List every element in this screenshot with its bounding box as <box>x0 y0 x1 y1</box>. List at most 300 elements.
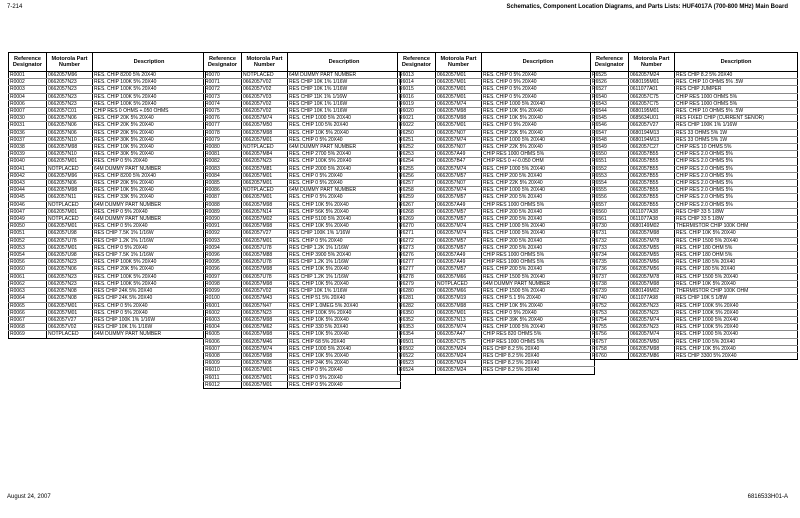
ref-designator-cell: R0007 <box>9 108 47 115</box>
ref-designator-cell: R6008 <box>204 352 242 359</box>
table-row <box>204 302 401 309</box>
description-cell: RES. CHIP 56K 5% 20X40 <box>288 208 401 215</box>
ref-designator-cell: R6273 <box>398 244 436 251</box>
part-number-cell: 0662057V03 <box>242 93 288 100</box>
table-row <box>398 86 595 93</box>
description-cell: RES. CHIP 0 5% 20X40 <box>288 237 401 244</box>
ref-designator-cell: R6740 <box>591 295 629 302</box>
part-number-cell: 0662057C27 <box>629 144 675 151</box>
table-row <box>204 208 401 215</box>
table-row <box>398 273 595 280</box>
description-cell: RES. CHIP 100 5% 20X40 <box>675 338 798 345</box>
table-row <box>204 338 401 345</box>
description-cell: RES CHIP 10K 1% 1/16W <box>288 86 401 93</box>
ref-designator-cell: R6276 <box>398 252 436 259</box>
ref-designator-cell: R0045 <box>9 194 47 201</box>
part-number-cell: 0662057N23 <box>47 93 93 100</box>
description-cell: RES CHIP 24K 5% 20X40 <box>93 295 206 302</box>
part-number-cell: 0680195M01 <box>629 108 675 115</box>
ref-designator-cell: R0042 <box>9 172 47 179</box>
part-number-cell: 0662057A49 <box>436 252 482 259</box>
description-cell: CHIP RES 1000 OHMS 5% <box>482 151 595 158</box>
ref-designator-cell: R6561 <box>591 216 629 223</box>
table-row <box>204 216 401 223</box>
ref-designator-cell: R0081 <box>204 151 242 158</box>
part-number-cell: 0662057B55 <box>629 187 675 194</box>
table-row <box>204 237 401 244</box>
ref-designator-cell: R0085 <box>204 180 242 187</box>
part-number-cell: 0662057N23 <box>629 324 675 331</box>
table-row <box>398 309 595 316</box>
table-row <box>591 165 798 172</box>
description-cell: RES. CHIP 10K 5% 20X40 <box>288 316 401 323</box>
ref-designator-cell: R0095 <box>204 259 242 266</box>
description-cell: RES CHIP 1.2K 1% 1/16W <box>288 259 401 266</box>
ref-designator-cell: R6257 <box>398 180 436 187</box>
ref-designator-cell: R0036 <box>9 129 47 136</box>
description-cell: 64M DUMMY PART NUMBER <box>93 165 206 172</box>
part-number-cell: 0662057M74 <box>436 165 482 172</box>
table-row <box>9 158 206 165</box>
table-row <box>591 108 798 115</box>
description-cell: RES. CHIP 0 5% 20X40 <box>93 223 206 230</box>
part-number-cell: 0662057N23 <box>47 100 93 107</box>
description-cell: CHIP RES 1000 OHMS 5% <box>482 252 595 259</box>
ref-designator-cell: R6730 <box>591 223 629 230</box>
table-row <box>9 237 206 244</box>
part-number-cell: 0662057U98 <box>47 252 93 259</box>
table-row <box>204 273 401 280</box>
table-row <box>204 144 401 151</box>
ref-designator-cell: R6021 <box>398 115 436 122</box>
ref-designator-cell: R6753 <box>591 309 629 316</box>
part-number-cell: 0680194M13 <box>629 129 675 136</box>
ref-designator-cell: R0065 <box>9 302 47 309</box>
ref-designator-cell: R0094 <box>204 244 242 251</box>
table-row <box>591 79 798 86</box>
column-header-part-number: Motorola Part Number <box>242 53 288 72</box>
table-row <box>398 100 595 107</box>
part-number-cell: 0662057N07 <box>436 129 482 136</box>
ref-designator-cell: R6280 <box>398 288 436 295</box>
part-number-cell: 0662057M57 <box>436 194 482 201</box>
part-number-cell: 0662057M98 <box>242 201 288 208</box>
ref-designator-cell: R0037 <box>9 136 47 143</box>
ref-designator-cell: R6271 <box>398 230 436 237</box>
description-cell: 64M DUMMY PART NUMBER <box>93 201 206 208</box>
table-row <box>398 367 595 374</box>
description-cell: RES. CHIP 100K 5% 20X40 <box>93 280 206 287</box>
part-number-cell: 0662057N14 <box>242 208 288 215</box>
description-cell: RES. CHIP 10K 5% 20X40 <box>288 352 401 359</box>
table-row <box>9 172 206 179</box>
table-row <box>591 295 798 302</box>
description-cell: RES. CHIP 180 OHM 5% <box>675 244 798 251</box>
description-cell: RES CHIP 7.5K 1% 1/16W <box>93 252 206 259</box>
part-number-cell: 0662057B55 <box>629 165 675 172</box>
table-row <box>398 230 595 237</box>
part-number-cell: 0662057N13 <box>436 316 482 323</box>
ref-designator-cell: R0064 <box>9 295 47 302</box>
description-cell: RES. CHIP 200 5% 20X40 <box>482 194 595 201</box>
description-cell: RES. CHIP 1500 5% 20X40 <box>675 273 798 280</box>
description-cell: RES. CHIP 0 5% 20X40 <box>482 122 595 129</box>
description-cell: RES. CHIP 10K 5% 20X40 <box>675 345 798 352</box>
part-number-cell: 0662057M01 <box>242 374 288 381</box>
description-cell: RES. CHIP 20K 5% 20X40 <box>93 122 206 129</box>
page-title: Schematics, Component Location Diagrams, and Parts Lists: HUF4017A (700-800 MHz) Main Board <box>506 4 788 10</box>
part-number-cell: 0662057N08 <box>47 288 93 295</box>
part-number-cell: 0662057M01 <box>436 93 482 100</box>
description-cell: RES. CHIP 0 5% 20X40 <box>482 72 595 79</box>
ref-designator-cell: R6281 <box>398 295 436 302</box>
table-row <box>398 129 595 136</box>
description-cell: RES. CHIP 0 5% 20X40 <box>93 158 206 165</box>
ref-designator-cell: R6547 <box>591 129 629 136</box>
part-number-cell: 0662057N23 <box>47 273 93 280</box>
part-number-cell: NOTPLACED <box>242 144 288 151</box>
description-cell: RES 33 OHMS 5% 1W <box>675 136 798 143</box>
description-cell: RES CHIP 10K 5 1/8W <box>675 295 798 302</box>
part-number-cell: 0662057M81 <box>242 165 288 172</box>
part-number-cell: 0662057B55 <box>629 151 675 158</box>
table-row <box>398 151 595 158</box>
part-number-cell: 0662057M50 <box>242 122 288 129</box>
part-number-cell: 0662057M96 <box>47 72 93 79</box>
table-row <box>398 288 595 295</box>
description-cell: RES. CHIP 10K 5% 20X40 <box>675 230 798 237</box>
table-row <box>9 151 206 158</box>
table-row <box>204 187 401 194</box>
description-cell: RES. CHIP 0 5% 20X40 <box>288 136 401 143</box>
table-row <box>398 360 595 367</box>
ref-designator-cell: R6007 <box>204 345 242 352</box>
part-number-cell: 0662057M24 <box>436 360 482 367</box>
part-number-cell: 0662057M01 <box>436 309 482 316</box>
table-row <box>204 172 401 179</box>
part-number-cell: 0662057N07 <box>436 144 482 151</box>
table-row <box>398 93 595 100</box>
description-cell: RES. CHIP 24K 5% 20X40 <box>288 360 401 367</box>
part-number-cell: 0662057M50 <box>629 338 675 345</box>
description-cell: RES. CHIP 330 5% 20X40 <box>288 324 401 331</box>
part-number-cell: 0662057N06 <box>47 122 93 129</box>
ref-designator-cell: R6548 <box>591 136 629 143</box>
column-header-part-number: Motorola Part Number <box>47 53 93 72</box>
part-number-cell: 0662057C75 <box>629 100 675 107</box>
ref-designator-cell: R6556 <box>591 194 629 201</box>
part-number-cell: 0685634U01 <box>629 115 675 122</box>
part-number-cell: 0662057N11 <box>47 194 93 201</box>
table-row <box>591 302 798 309</box>
description-cell: RES CHIP JUMPER <box>675 86 798 93</box>
part-number-cell: 0662057U78 <box>47 237 93 244</box>
part-number-cell: 0662057V02 <box>47 324 93 331</box>
ref-designator-cell: R6277 <box>398 266 436 273</box>
table-row <box>591 201 798 208</box>
part-number-cell: 0662057M43 <box>242 295 288 302</box>
description-cell: RES. CHIP 1500 5% 20X40 <box>482 273 595 280</box>
part-number-cell: NOTPLACED <box>436 280 482 287</box>
table-row <box>9 144 206 151</box>
table-row <box>9 302 206 309</box>
table-row <box>9 309 206 316</box>
description-cell: RES. CHIP 1000 5% 20X40 <box>482 136 595 143</box>
description-cell: RES. CHIP 10K 5% 20X40 <box>288 266 401 273</box>
column-header-reference: Reference Designator <box>591 53 629 72</box>
part-number-cell: 0662057M01 <box>47 309 93 316</box>
part-number-cell: 0662057C75 <box>629 93 675 100</box>
description-cell: RES. CHIP 10K 5% 20X40 <box>93 144 206 151</box>
ref-designator-cell: R6546 <box>591 122 629 129</box>
ref-designator-cell: R0089 <box>204 208 242 215</box>
description-cell: RES. CHIP 100K 5% 20X40 <box>288 158 401 165</box>
description-cell: CHIP RES 2.0 OHMS 5% <box>675 165 798 172</box>
table-row <box>591 172 798 179</box>
part-number-cell: 0662057M74 <box>242 345 288 352</box>
description-cell: THERMISTOR CHIP 100K OHM <box>675 223 798 230</box>
table-row <box>591 136 798 143</box>
ref-designator-cell: R0098 <box>204 280 242 287</box>
part-number-cell: 0662057V02 <box>242 288 288 295</box>
part-number-cell: 0611077A38 <box>629 208 675 215</box>
description-cell: RES. CHIP 100K 5% 20X40 <box>288 309 401 316</box>
ref-designator-cell: R6523 <box>398 360 436 367</box>
ref-designator-cell: R6354 <box>398 331 436 338</box>
table-row <box>591 288 798 295</box>
part-number-cell: 0662057M24 <box>436 345 482 352</box>
description-cell: RES. CHIP 100K 5% 20X40 <box>675 324 798 331</box>
part-number-cell: 0662057M74 <box>436 324 482 331</box>
table-row <box>9 280 206 287</box>
description-cell: CHIP RES 1000 OHMS 5% <box>675 100 798 107</box>
description-cell: CHIP RES 1000 OHMS 5% <box>482 201 595 208</box>
part-number-cell: NOTPLACED <box>47 201 93 208</box>
part-number-cell: 0662057N08 <box>47 295 93 302</box>
table-row <box>204 151 401 158</box>
description-cell: RES. CHIP 39K 5% 20X40 <box>482 316 595 323</box>
description-cell: RES. CHIP 33K 5% 20X40 <box>93 194 206 201</box>
ref-designator-cell: R6016 <box>398 93 436 100</box>
part-number-cell: NOTPLACED <box>47 165 93 172</box>
description-cell: RES. CHIP 100K 5% 20X40 <box>93 79 206 86</box>
description-cell: RES. CHIP 1000 5% 20X40 <box>482 165 595 172</box>
ref-designator-cell: R0046 <box>9 201 47 208</box>
description-cell: RES. CHIP 0 5% 20X40 <box>93 244 206 251</box>
table-row <box>204 230 401 237</box>
part-number-cell: 0662057M78 <box>629 273 675 280</box>
description-cell: RES. CHIP 5100 5% 20X40 <box>288 216 401 223</box>
description-cell: RES. CHIP 180 5% 20X40 <box>675 266 798 273</box>
ref-designator-cell: R6002 <box>204 309 242 316</box>
part-number-cell: 0662057M01 <box>242 180 288 187</box>
part-number-cell: 0662057N23 <box>242 158 288 165</box>
description-cell: CHIP RES 1000 OHMS 5% <box>675 93 798 100</box>
table-row <box>9 201 206 208</box>
table-row <box>204 367 401 374</box>
part-number-cell: 0662057M56 <box>629 266 675 273</box>
part-number-cell: 0662057N06 <box>47 266 93 273</box>
description-cell: RES. CHIP 22K 5% 20X40 <box>482 180 595 187</box>
part-number-cell: 0662057N08 <box>242 360 288 367</box>
ref-designator-cell: R0053 <box>9 244 47 251</box>
description-cell: RES CHIP 8.2 5% 20X40 <box>482 345 595 352</box>
table-row <box>591 237 798 244</box>
column-header-description: Description <box>93 53 206 72</box>
table-row <box>204 295 401 302</box>
part-number-cell: 0662057A47 <box>436 331 482 338</box>
part-number-cell: 0662057N10 <box>47 151 93 158</box>
table-row <box>398 244 595 251</box>
description-cell: RES. CHIP 1500 5% 20X40 <box>482 288 595 295</box>
ref-designator-cell: R0097 <box>204 273 242 280</box>
description-cell: RES. CHIP 20K 5% 20X40 <box>93 266 206 273</box>
ref-designator-cell: R0071 <box>204 79 242 86</box>
table-row <box>204 331 401 338</box>
description-cell: RES CHIP 7.5K 1% 1/16W <box>93 230 206 237</box>
description-cell: 64M DUMMY PART NUMBER <box>93 331 206 338</box>
description-cell: RES. CHIP 200 5% 20X40 <box>482 216 595 223</box>
description-cell: RES. CHIP 51 5% 20X40 <box>288 295 401 302</box>
table-row <box>204 201 401 208</box>
table-row <box>591 187 798 194</box>
table-row <box>9 187 206 194</box>
table-row <box>591 72 798 79</box>
table-row <box>591 122 798 129</box>
ref-designator-cell: R0092 <box>204 230 242 237</box>
table-row <box>204 374 401 381</box>
part-number-cell: 0662057V27 <box>242 230 288 237</box>
ref-designator-cell: R6270 <box>398 223 436 230</box>
part-number-cell: 0662057M74 <box>629 316 675 323</box>
part-number-cell: 0662057M74 <box>436 100 482 107</box>
description-cell: RES. CHIP 100K 5% 20X40 <box>93 100 206 107</box>
description-cell: RES. CHIP 1000 5% 20X40 <box>675 316 798 323</box>
table-row <box>398 252 595 259</box>
table-row <box>9 288 206 295</box>
ref-designator-cell: R6278 <box>398 273 436 280</box>
part-number-cell: NOTPLACED <box>47 216 93 223</box>
table-row <box>204 108 401 115</box>
table-row <box>9 100 206 107</box>
table-row <box>591 115 798 122</box>
ref-designator-cell: R0099 <box>204 288 242 295</box>
part-number-cell: NOTPLACED <box>242 72 288 79</box>
table-row <box>398 216 595 223</box>
description-cell: RES. CHIP 5.1 5% 20X40 <box>482 295 595 302</box>
description-cell: RES. CHIP 0 5% 20X40 <box>482 86 595 93</box>
part-number-cell: 0662057B55 <box>629 180 675 187</box>
ref-designator-cell: R6738 <box>591 280 629 287</box>
description-cell: RES. CHIP 1000 5% 20X40 <box>288 115 401 122</box>
description-cell: RES. CHIP 180 5% 20X40 <box>675 259 798 266</box>
part-number-cell: 0662057N23 <box>47 280 93 287</box>
table-row <box>398 316 595 323</box>
table-row <box>398 352 595 359</box>
parts-table <box>203 52 401 389</box>
part-number-cell: 0662057M01 <box>47 158 93 165</box>
table-row <box>9 72 206 79</box>
ref-designator-cell: R6557 <box>591 201 629 208</box>
table-row <box>9 79 206 86</box>
table-row <box>9 244 206 251</box>
table-row <box>591 86 798 93</box>
ref-designator-cell: R6755 <box>591 324 629 331</box>
part-number-cell: 0662057M01 <box>47 244 93 251</box>
table-row <box>591 180 798 187</box>
description-cell: RES CHIP 3300 5% 20X40 <box>675 352 798 359</box>
description-cell: CHIP RES 2.0 OHMS 5% <box>675 158 798 165</box>
ref-designator-cell: R0049 <box>9 216 47 223</box>
ref-designator-cell: R6757 <box>591 338 629 345</box>
part-number-cell: 0662057M74 <box>436 223 482 230</box>
description-cell: CHIP RES 2.0 OHMS 5% <box>675 187 798 194</box>
description-cell: RES CHIP 8.2 5% 20X40 <box>482 360 595 367</box>
ref-designator-cell: R6551 <box>591 158 629 165</box>
ref-designator-cell: R0050 <box>9 223 47 230</box>
column-header-reference: Reference Designator <box>398 53 436 72</box>
table-row <box>204 244 401 251</box>
part-number-cell: 0662057U78 <box>242 273 288 280</box>
ref-designator-cell: R6549 <box>591 144 629 151</box>
ref-designator-cell: R6256 <box>398 172 436 179</box>
table-row <box>398 136 595 143</box>
ref-designator-cell: R0077 <box>204 122 242 129</box>
description-cell: RES. CHIP 1000 5% 20X40 <box>482 223 595 230</box>
ref-designator-cell: R6350 <box>398 309 436 316</box>
part-number-cell: 0662057V02 <box>242 79 288 86</box>
parts-table <box>590 52 798 360</box>
ref-designator-cell: R6544 <box>591 108 629 115</box>
table-row <box>591 252 798 259</box>
part-number-cell: 0680195M01 <box>629 79 675 86</box>
table-row <box>9 324 206 331</box>
column-header-description: Description <box>288 53 401 72</box>
description-cell: RES CHIP 100K 1% 1/16W <box>675 122 798 129</box>
table-row <box>398 180 595 187</box>
column-header-reference: Reference Designator <box>9 53 47 72</box>
description-cell: RES CHIP 24K 5% 20X40 <box>93 288 206 295</box>
ref-designator-cell: R0066 <box>9 309 47 316</box>
table-row <box>9 266 206 273</box>
description-cell: RES FIXED CHIP (CURRENT SENOR) <box>675 115 798 122</box>
description-cell: 64M DUMMY PART NUMBER <box>288 187 401 194</box>
column-header-description: Description <box>675 53 798 72</box>
ref-designator-cell: R6282 <box>398 302 436 309</box>
ref-designator-cell: R6737 <box>591 273 629 280</box>
table-row <box>204 288 401 295</box>
ref-designator-cell: R0096 <box>204 252 242 259</box>
table-row <box>204 165 401 172</box>
ref-designator-cell: R6004 <box>204 324 242 331</box>
ref-designator-cell: R6003 <box>204 316 242 323</box>
part-number-cell: 0662057C01 <box>47 108 93 115</box>
table-row <box>204 280 401 287</box>
ref-designator-cell: R0084 <box>204 172 242 179</box>
table-row <box>591 324 798 331</box>
ref-designator-cell: R6267 <box>398 201 436 208</box>
ref-designator-cell: R6253 <box>398 151 436 158</box>
part-number-cell: 0662057M57 <box>436 244 482 251</box>
table-row <box>398 338 595 345</box>
footer-doc-id: 6816533H01-A <box>747 494 788 500</box>
table-row <box>591 309 798 316</box>
table-row <box>204 115 401 122</box>
description-cell: CHIP RES 0 +/-0.050 OHM <box>482 158 595 165</box>
table-row <box>9 136 206 143</box>
part-number-cell: 0662057N23 <box>629 309 675 316</box>
ref-designator-cell: R0006 <box>9 100 47 107</box>
